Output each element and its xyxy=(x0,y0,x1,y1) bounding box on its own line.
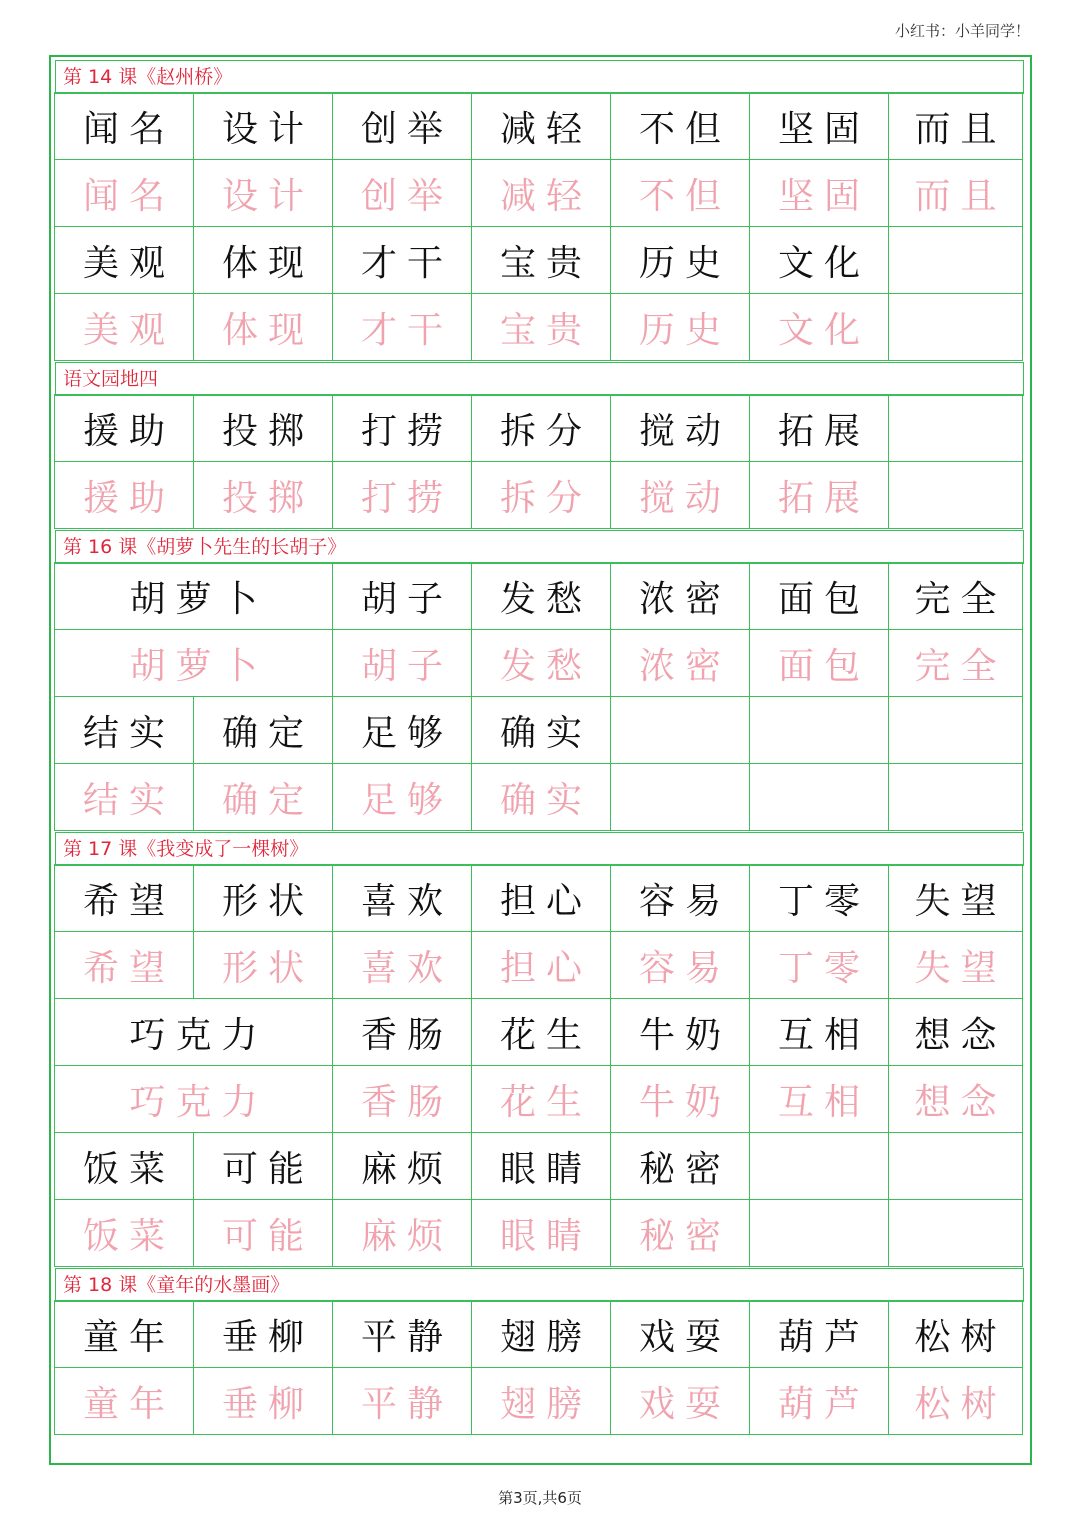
word-cell: 翅膀 xyxy=(471,1300,611,1368)
trace-word-cell: 搅动 xyxy=(610,461,750,529)
trace-word-cell: 丁零 xyxy=(749,931,889,999)
trace-word-cell: 拓展 xyxy=(749,461,889,529)
trace-word-cell xyxy=(888,1199,1023,1267)
trace-word-cell: 葫芦 xyxy=(749,1367,889,1435)
word-cell: 眼睛 xyxy=(471,1132,611,1200)
word-cell: 丁零 xyxy=(749,864,889,932)
word-cell: 援助 xyxy=(54,394,194,462)
word-cell: 美观 xyxy=(54,226,194,294)
word-row xyxy=(55,1133,1024,1200)
word-row xyxy=(55,1301,1024,1368)
word-cell: 喜欢 xyxy=(332,864,472,932)
trace-row xyxy=(55,764,1024,831)
trace-word-cell: 拆分 xyxy=(471,461,611,529)
word-cell: 文化 xyxy=(749,226,889,294)
trace-word-cell: 戏耍 xyxy=(610,1367,750,1435)
section-title: 语文园地四 xyxy=(55,362,1024,396)
trace-word-cell xyxy=(888,461,1023,529)
word-cell xyxy=(888,1132,1023,1200)
word-cell: 宝贵 xyxy=(471,226,611,294)
word-cell: 童年 xyxy=(54,1300,194,1368)
trace-word-cell: 足够 xyxy=(332,763,472,831)
trace-word-cell: 确实 xyxy=(471,763,611,831)
trace-word-cell xyxy=(749,763,889,831)
trace-word-cell: 投掷 xyxy=(193,461,333,529)
word-cell: 花生 xyxy=(471,998,611,1066)
trace-word-cell: 体现 xyxy=(193,293,333,361)
trace-word-cell: 眼睛 xyxy=(471,1199,611,1267)
trace-word-cell: 援助 xyxy=(54,461,194,529)
word-cell: 面包 xyxy=(749,562,889,630)
word-cell: 体现 xyxy=(193,226,333,294)
trace-word-cell: 松树 xyxy=(888,1367,1023,1435)
trace-word-cell: 发愁 xyxy=(471,629,611,697)
word-row xyxy=(55,865,1024,932)
word-row xyxy=(55,227,1024,294)
trace-word-cell: 容易 xyxy=(610,931,750,999)
trace-word-cell: 牛奶 xyxy=(610,1065,750,1133)
word-cell: 确定 xyxy=(193,696,333,764)
word-cell: 胡萝卜 xyxy=(54,562,333,630)
trace-row xyxy=(55,160,1024,227)
word-cell: 牛奶 xyxy=(610,998,750,1066)
trace-word-cell: 才干 xyxy=(332,293,472,361)
trace-row xyxy=(55,932,1024,999)
word-cell: 葫芦 xyxy=(749,1300,889,1368)
word-cell: 创举 xyxy=(332,92,472,160)
trace-word-cell xyxy=(610,763,750,831)
trace-row xyxy=(55,1066,1024,1133)
trace-word-cell: 创举 xyxy=(332,159,472,227)
word-cell: 容易 xyxy=(610,864,750,932)
word-cell: 麻烦 xyxy=(332,1132,472,1200)
word-row xyxy=(55,563,1024,630)
word-cell: 坚固 xyxy=(749,92,889,160)
word-cell: 想念 xyxy=(888,998,1023,1066)
trace-word-cell: 饭菜 xyxy=(54,1199,194,1267)
trace-word-cell: 香肠 xyxy=(332,1065,472,1133)
word-cell: 足够 xyxy=(332,696,472,764)
section-title: 第 14 课《赵州桥》 xyxy=(55,60,1024,94)
trace-row xyxy=(55,630,1024,697)
word-cell xyxy=(888,696,1023,764)
word-cell: 松树 xyxy=(888,1300,1023,1368)
trace-word-cell: 宝贵 xyxy=(471,293,611,361)
word-cell: 平静 xyxy=(332,1300,472,1368)
word-cell xyxy=(888,394,1023,462)
word-cell: 闻名 xyxy=(54,92,194,160)
trace-row xyxy=(55,462,1024,529)
word-row xyxy=(55,395,1024,462)
word-cell: 设计 xyxy=(193,92,333,160)
word-cell: 失望 xyxy=(888,864,1023,932)
word-cell xyxy=(749,696,889,764)
word-cell: 才干 xyxy=(332,226,472,294)
trace-word-cell: 形状 xyxy=(193,931,333,999)
trace-word-cell xyxy=(888,293,1023,361)
word-row xyxy=(55,93,1024,160)
trace-word-cell: 胡子 xyxy=(332,629,472,697)
trace-word-cell: 希望 xyxy=(54,931,194,999)
trace-word-cell: 不但 xyxy=(610,159,750,227)
trace-word-cell: 童年 xyxy=(54,1367,194,1435)
word-cell xyxy=(749,1132,889,1200)
header-note: 小红书：小羊同学！ xyxy=(894,22,1030,40)
word-cell: 历史 xyxy=(610,226,750,294)
trace-word-cell: 完全 xyxy=(888,629,1023,697)
trace-word-cell: 巧克力 xyxy=(54,1065,333,1133)
word-cell: 希望 xyxy=(54,864,194,932)
trace-word-cell: 翅膀 xyxy=(471,1367,611,1435)
word-cell: 形状 xyxy=(193,864,333,932)
trace-word-cell: 闻名 xyxy=(54,159,194,227)
trace-word-cell: 失望 xyxy=(888,931,1023,999)
word-cell: 香肠 xyxy=(332,998,472,1066)
trace-word-cell: 秘密 xyxy=(610,1199,750,1267)
word-cell: 浓密 xyxy=(610,562,750,630)
trace-word-cell: 垂柳 xyxy=(193,1367,333,1435)
word-cell: 戏耍 xyxy=(610,1300,750,1368)
trace-word-cell: 确定 xyxy=(193,763,333,831)
trace-word-cell: 浓密 xyxy=(610,629,750,697)
section-title: 第 17 课《我变成了一棵树》 xyxy=(55,832,1024,866)
word-cell: 可能 xyxy=(193,1132,333,1200)
trace-word-cell: 面包 xyxy=(749,629,889,697)
word-cell: 饭菜 xyxy=(54,1132,194,1200)
word-cell: 结实 xyxy=(54,696,194,764)
word-cell: 拆分 xyxy=(471,394,611,462)
word-cell: 拓展 xyxy=(749,394,889,462)
section-title: 第 18 课《童年的水墨画》 xyxy=(55,1268,1024,1302)
word-cell xyxy=(888,226,1023,294)
trace-word-cell: 坚固 xyxy=(749,159,889,227)
word-cell: 巧克力 xyxy=(54,998,333,1066)
word-cell: 担心 xyxy=(471,864,611,932)
trace-word-cell: 担心 xyxy=(471,931,611,999)
word-cell: 不但 xyxy=(610,92,750,160)
word-cell: 发愁 xyxy=(471,562,611,630)
word-cell: 搅动 xyxy=(610,394,750,462)
trace-word-cell: 结实 xyxy=(54,763,194,831)
word-cell: 而且 xyxy=(888,92,1023,160)
word-cell: 完全 xyxy=(888,562,1023,630)
trace-word-cell: 花生 xyxy=(471,1065,611,1133)
word-row xyxy=(55,999,1024,1066)
trace-word-cell xyxy=(749,1199,889,1267)
word-cell: 减轻 xyxy=(471,92,611,160)
trace-word-cell: 打捞 xyxy=(332,461,472,529)
trace-word-cell: 可能 xyxy=(193,1199,333,1267)
page-footer: 第3页,共6页 xyxy=(498,1489,582,1507)
word-cell: 垂柳 xyxy=(193,1300,333,1368)
word-cell: 投掷 xyxy=(193,394,333,462)
trace-word-cell: 文化 xyxy=(749,293,889,361)
worksheet-grid xyxy=(55,60,1026,1460)
word-cell xyxy=(610,696,750,764)
word-row xyxy=(55,697,1024,764)
trace-word-cell: 美观 xyxy=(54,293,194,361)
word-cell: 互相 xyxy=(749,998,889,1066)
trace-word-cell: 历史 xyxy=(610,293,750,361)
trace-word-cell: 设计 xyxy=(193,159,333,227)
trace-word-cell: 喜欢 xyxy=(332,931,472,999)
word-cell: 秘密 xyxy=(610,1132,750,1200)
trace-word-cell: 而且 xyxy=(888,159,1023,227)
trace-word-cell: 麻烦 xyxy=(332,1199,472,1267)
trace-row xyxy=(55,1368,1024,1435)
word-cell: 打捞 xyxy=(332,394,472,462)
word-cell: 胡子 xyxy=(332,562,472,630)
trace-word-cell: 胡萝卜 xyxy=(54,629,333,697)
trace-row xyxy=(55,1200,1024,1267)
trace-word-cell xyxy=(888,763,1023,831)
trace-word-cell: 平静 xyxy=(332,1367,472,1435)
trace-word-cell: 想念 xyxy=(888,1065,1023,1133)
trace-word-cell: 互相 xyxy=(749,1065,889,1133)
section-title: 第 16 课《胡萝卜先生的长胡子》 xyxy=(55,530,1024,564)
trace-word-cell: 减轻 xyxy=(471,159,611,227)
word-cell: 确实 xyxy=(471,696,611,764)
trace-row xyxy=(55,294,1024,361)
